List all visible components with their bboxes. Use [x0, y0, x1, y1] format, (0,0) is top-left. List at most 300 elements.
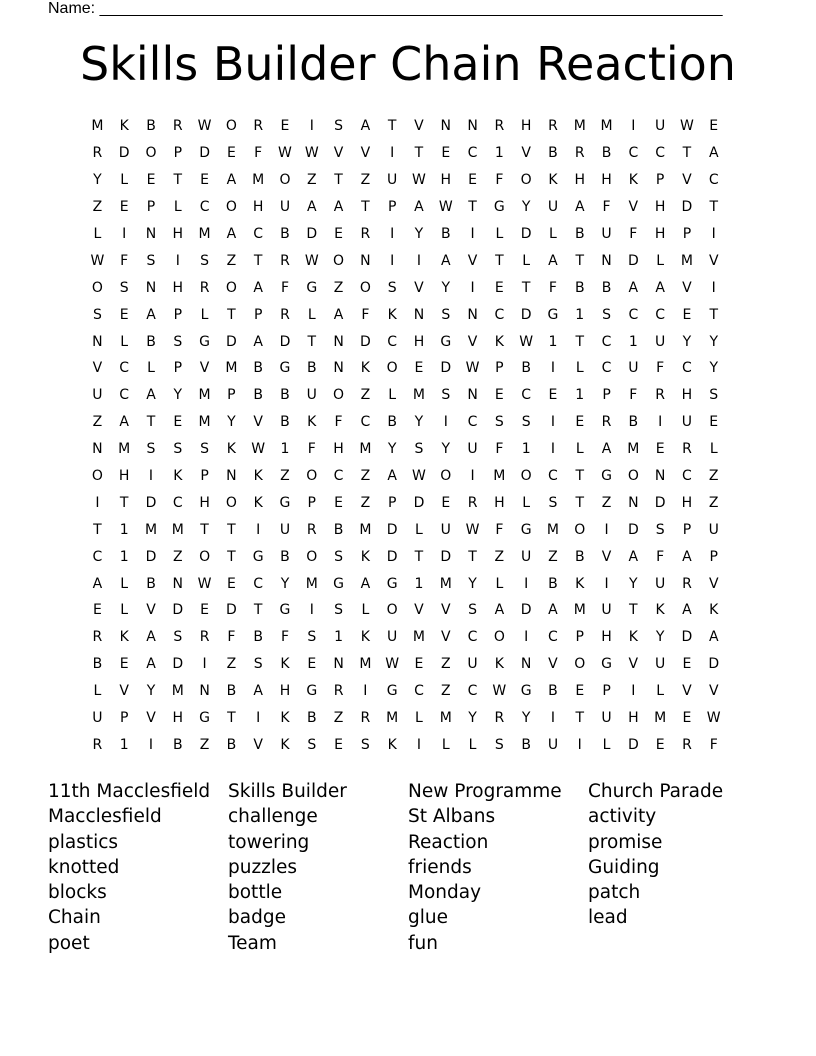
grid-letter: N	[92, 333, 103, 350]
grid-letter: L	[120, 333, 129, 350]
grid-letter: A	[628, 548, 639, 565]
grid-letter: B	[253, 629, 263, 646]
grid-letter: Y	[387, 441, 397, 458]
grid-letter: S	[387, 279, 397, 296]
grid-letter: O	[279, 172, 291, 189]
grid-letter: D	[118, 145, 130, 162]
word-list-item: towering	[228, 831, 310, 853]
grid-letter: T	[387, 118, 397, 135]
grid-letter: S	[441, 387, 451, 404]
grid-letter: F	[629, 387, 638, 404]
grid-letter: B	[306, 710, 317, 727]
grid-letter: L	[388, 387, 397, 404]
grid-letter: W	[465, 360, 480, 377]
grid-letter: L	[602, 736, 611, 753]
grid-letter: M	[252, 172, 265, 189]
grid-letter: T	[227, 306, 236, 323]
grid-letter: O	[493, 629, 505, 646]
grid-letter: U	[521, 548, 532, 565]
grid-letter: L	[120, 602, 129, 619]
grid-letter: V	[628, 199, 639, 216]
grid-letter: I	[711, 226, 716, 242]
grid-letter: F	[307, 441, 316, 458]
grid-letter: M	[91, 118, 104, 135]
grid-letter: U	[601, 710, 612, 727]
grid-letter: P	[387, 199, 397, 216]
grid-letter: T	[307, 333, 317, 350]
word-list-item: glue	[408, 907, 448, 929]
grid-letter: C	[655, 145, 666, 162]
grid-letter: W	[385, 656, 400, 673]
grid-letter: K	[253, 494, 263, 511]
grid-letter: A	[333, 199, 344, 216]
grid-letter: G	[252, 548, 264, 565]
grid-letter: W	[706, 710, 721, 727]
grid-letter: I	[711, 279, 716, 296]
grid-letter: S	[360, 736, 370, 753]
grid-letter: R	[360, 226, 371, 242]
grid-letter: F	[656, 360, 665, 377]
grid-letter: Z	[360, 494, 371, 511]
grid-letter: P	[173, 145, 183, 162]
grid-letter: H	[574, 172, 585, 189]
grid-letter: S	[173, 441, 183, 458]
grid-letter: C	[548, 468, 558, 485]
grid-letter: A	[226, 226, 237, 242]
grid-letter: T	[146, 414, 156, 431]
grid-letter: G	[520, 683, 532, 700]
grid-letter: M	[573, 602, 586, 619]
grid-letter: S	[521, 414, 531, 431]
grid-letter: S	[253, 656, 263, 673]
grid-letter: B	[253, 360, 263, 377]
grid-letter: D	[225, 333, 237, 350]
grid-letter: I	[148, 468, 154, 485]
grid-letter: F	[656, 548, 665, 565]
grid-letter: R	[253, 118, 264, 135]
grid-letter: W	[90, 252, 105, 269]
grid-letter: O	[225, 199, 237, 216]
word-column	[228, 779, 408, 956]
grid-letter: M	[198, 226, 211, 242]
grid-letter: U	[279, 521, 291, 538]
grid-letter: G	[547, 306, 559, 323]
grid-letter: N	[520, 656, 532, 673]
grid-letter: U	[92, 710, 103, 727]
grid-letter: U	[655, 333, 666, 350]
grid-letter: Z	[360, 172, 371, 189]
grid-letter: A	[708, 145, 719, 162]
grid-letter: H	[654, 226, 666, 242]
grid-letter: M	[546, 521, 559, 538]
grid-letter: B	[306, 360, 317, 377]
grid-letter: T	[575, 710, 585, 727]
grid-letter: G	[306, 683, 318, 700]
grid-letter: L	[415, 521, 423, 538]
grid-letter: T	[575, 252, 585, 269]
grid-letter: Z	[92, 199, 103, 216]
grid-letter: M	[305, 575, 318, 592]
grid-letter: E	[334, 736, 343, 753]
grid-letter: L	[575, 360, 584, 377]
grid-letter: V	[92, 360, 103, 377]
grid-letter: V	[548, 656, 558, 673]
grid-letter: K	[307, 414, 317, 431]
grid-letter: L	[522, 252, 531, 269]
grid-letter: K	[709, 602, 719, 619]
grid-letter: D	[359, 333, 371, 350]
grid-letter: R	[172, 118, 183, 135]
grid-letter: M	[600, 118, 613, 135]
grid-letter: B	[146, 333, 156, 350]
grid-letter: F	[709, 736, 718, 753]
grid-letter: C	[199, 199, 210, 216]
grid-letter: Y	[521, 710, 531, 727]
grid-letter: S	[200, 441, 210, 458]
grid-letter: Z	[333, 710, 344, 727]
grid-letter: O	[225, 279, 237, 296]
grid-letter: K	[253, 468, 263, 485]
grid-letter: U	[655, 118, 666, 135]
grid-letter: O	[520, 468, 532, 485]
grid-letter: O	[386, 602, 398, 619]
grid-letter: V	[414, 118, 424, 135]
grid-letter: F	[629, 226, 638, 242]
word-column	[408, 779, 588, 956]
grid-letter: R	[548, 118, 558, 135]
word-list-item: Chain	[48, 907, 101, 929]
grid-letter: B	[226, 683, 237, 700]
grid-letter: C	[682, 468, 692, 485]
grid-letter: U	[467, 656, 478, 673]
grid-letter: C	[119, 360, 130, 377]
grid-letter: Y	[468, 710, 477, 727]
grid-letter: R	[467, 494, 478, 511]
grid-letter: F	[227, 629, 236, 646]
grid-letter: A	[360, 575, 371, 592]
word-list-item: lead	[588, 907, 628, 929]
grid-letter: V	[682, 279, 692, 296]
grid-letter: G	[601, 468, 612, 485]
word-list-item: New Programme	[408, 781, 562, 802]
grid-letter: T	[682, 145, 692, 162]
grid-letter: H	[681, 387, 693, 404]
grid-letter: T	[575, 494, 585, 511]
grid-letter: G	[440, 333, 452, 350]
grid-letter: D	[145, 494, 157, 511]
grid-letter: V	[146, 710, 156, 727]
grid-letter: E	[494, 279, 504, 296]
grid-letter: W	[197, 118, 212, 135]
grid-letter: R	[574, 145, 585, 162]
grid-letter: N	[199, 683, 210, 700]
grid-letter: 1	[334, 629, 344, 646]
grid-letter: H	[601, 172, 612, 189]
grid-letter: A	[306, 199, 317, 216]
grid-letter: I	[309, 602, 314, 619]
grid-letter: L	[495, 226, 504, 242]
grid-letter: M	[680, 252, 693, 269]
grid-letter: U	[306, 387, 317, 404]
grid-letter: K	[119, 118, 129, 135]
grid-letter: A	[253, 279, 263, 296]
grid-letter: N	[440, 118, 451, 135]
grid-letter: L	[361, 602, 370, 619]
grid-letter: P	[227, 387, 236, 404]
grid-letter: O	[386, 360, 398, 377]
grid-letter: I	[416, 252, 422, 269]
grid-letter: S	[602, 306, 611, 323]
word-list-item: Monday	[408, 882, 482, 904]
grid-letter: Z	[494, 548, 505, 565]
grid-letter: Y	[521, 199, 531, 216]
grid-letter: C	[628, 145, 639, 162]
grid-letter: N	[172, 575, 184, 592]
grid-letter: L	[147, 360, 155, 377]
grid-letter: L	[575, 441, 584, 458]
grid-letter: E	[280, 118, 290, 135]
grid-letter: E	[494, 387, 504, 404]
grid-letter: V	[682, 172, 692, 189]
grid-letter: 1	[414, 575, 424, 592]
grid-letter: I	[604, 521, 609, 538]
grid-letter: Y	[468, 575, 477, 592]
word-column	[588, 779, 768, 956]
grid-letter: E	[334, 494, 343, 511]
grid-letter: K	[494, 656, 504, 673]
grid-letter: A	[494, 602, 505, 619]
grid-letter: 1	[628, 333, 638, 350]
grid-letter: E	[575, 414, 585, 431]
grid-letter: U	[467, 441, 478, 458]
word-list-item: plastics	[48, 831, 119, 853]
grid-letter: A	[548, 602, 558, 619]
grid-letter: L	[468, 736, 477, 753]
grid-letter: K	[360, 548, 370, 565]
grid-letter: Z	[708, 494, 719, 511]
grid-letter: V	[119, 683, 129, 700]
grid-letter: M	[198, 387, 211, 404]
grid-letter: L	[307, 306, 316, 323]
grid-letter: I	[390, 145, 395, 162]
grid-letter: L	[93, 683, 102, 700]
grid-letter: C	[682, 360, 692, 377]
grid-letter: N	[145, 226, 157, 242]
grid-letter: H	[252, 199, 264, 216]
grid-letter: U	[279, 199, 291, 216]
grid-letter: M	[171, 521, 184, 538]
grid-letter: U	[440, 521, 451, 538]
word-list-item: St Albans	[408, 806, 496, 828]
grid-letter: A	[655, 279, 665, 296]
grid-letter: V	[628, 656, 639, 673]
grid-letter: T	[575, 333, 585, 350]
grid-letter: M	[439, 710, 452, 727]
grid-letter: T	[414, 548, 424, 565]
grid-letter: B	[574, 279, 585, 296]
grid-letter: F	[495, 441, 504, 458]
grid-letter: A	[360, 118, 371, 135]
grid-letter: H	[654, 199, 666, 216]
grid-letter: A	[333, 306, 344, 323]
word-list-item: badge	[228, 907, 286, 929]
grid-letter: R	[655, 387, 665, 404]
grid-letter: N	[333, 333, 344, 350]
grid-letter: C	[467, 683, 478, 700]
grid-letter: K	[575, 575, 585, 592]
grid-letter: D	[279, 333, 291, 350]
grid-letter: 1	[119, 736, 129, 753]
grid-letter: R	[199, 629, 210, 646]
grid-letter: T	[253, 602, 263, 619]
grid-letter: U	[628, 360, 639, 377]
grid-letter: E	[119, 199, 129, 216]
grid-letter: F	[254, 145, 263, 162]
grid-letter: K	[628, 629, 638, 646]
grid-letter: F	[280, 279, 289, 296]
grid-letter: N	[413, 306, 425, 323]
grid-letter: C	[172, 494, 183, 511]
grid-letter: L	[549, 226, 557, 242]
grid-letter: C	[360, 414, 371, 431]
grid-letter: K	[494, 333, 504, 350]
word-list-item: Skills Builder	[228, 781, 347, 802]
grid-letter: F	[361, 306, 370, 323]
grid-letter: M	[386, 710, 399, 727]
grid-letter: O	[199, 548, 211, 565]
word-list-item: poet	[48, 932, 90, 954]
grid-letter: I	[470, 468, 475, 485]
grid-letter: M	[118, 441, 131, 458]
grid-letter: U	[708, 521, 719, 538]
grid-letter: C	[601, 360, 612, 377]
grid-letter: L	[120, 575, 129, 592]
grid-letter: O	[627, 468, 639, 485]
grid-letter: O	[333, 252, 345, 269]
grid-letter: C	[467, 629, 478, 646]
grid-letter: S	[494, 736, 504, 753]
grid-letter: I	[256, 521, 261, 538]
grid-letter: P	[119, 710, 129, 727]
grid-letter: O	[91, 468, 103, 485]
grid-letter: Z	[226, 656, 237, 673]
grid-letter: I	[175, 252, 180, 269]
grid-letter: K	[119, 629, 129, 646]
grid-letter: E	[119, 306, 129, 323]
grid-letter: M	[225, 360, 238, 377]
grid-letter: I	[524, 629, 529, 646]
grid-letter: B	[146, 118, 156, 135]
grid-letter: O	[306, 468, 318, 485]
grid-letter: Y	[93, 172, 102, 189]
grid-letter: W	[304, 145, 319, 162]
grid-letter: B	[440, 226, 451, 242]
grid-letter: O	[520, 172, 532, 189]
grid-letter: O	[306, 548, 318, 565]
grid-letter: D	[681, 629, 693, 646]
grid-letter: A	[253, 333, 263, 350]
grid-letter: V	[333, 145, 344, 162]
grid-letter: T	[709, 199, 718, 216]
grid-letter: H	[333, 441, 344, 458]
grid-letter: S	[200, 252, 210, 269]
grid-letter: C	[92, 548, 103, 565]
grid-letter: D	[627, 252, 639, 269]
grid-letter: B	[280, 548, 290, 565]
grid-letter: D	[172, 602, 184, 619]
grid-letter: D	[520, 306, 532, 323]
grid-letter: 1	[575, 387, 585, 404]
grid-letter: I	[470, 279, 475, 296]
grid-letter: A	[146, 306, 156, 323]
grid-letter: I	[550, 710, 556, 727]
grid-letter: T	[119, 494, 129, 511]
grid-letter: B	[574, 226, 585, 242]
grid-letter: M	[144, 521, 158, 538]
grid-letter: T	[468, 548, 477, 565]
grid-letter: Z	[360, 468, 371, 485]
word-list-item: knotted	[48, 856, 120, 878]
grid-letter: K	[360, 360, 370, 377]
grid-letter: D	[681, 199, 693, 216]
grid-letter: I	[524, 575, 529, 592]
grid-letter: O	[359, 279, 371, 296]
grid-letter: L	[200, 306, 209, 323]
grid-letter: I	[148, 736, 154, 753]
grid-letter: Y	[227, 414, 236, 431]
grid-letter: V	[708, 683, 719, 700]
word-column	[48, 779, 228, 956]
grid-letter: I	[443, 414, 448, 431]
grid-letter: M	[412, 387, 425, 404]
grid-letter: O	[574, 656, 586, 673]
word-list-item: Team	[228, 932, 277, 954]
grid-letter: G	[386, 683, 398, 700]
grid-letter: Z	[440, 656, 451, 673]
grid-letter: N	[92, 441, 103, 458]
grid-letter: C	[387, 333, 398, 350]
grid-letter: E	[226, 145, 236, 162]
grid-letter: A	[119, 414, 129, 431]
grid-letter: M	[359, 441, 372, 458]
grid-letter: A	[253, 683, 263, 700]
word-list-item: patch	[588, 882, 641, 904]
grid-letter: C	[414, 683, 424, 700]
grid-letter: A	[440, 252, 451, 269]
grid-letter: A	[92, 575, 103, 592]
grid-letter: A	[146, 387, 156, 404]
grid-letter: P	[173, 360, 183, 377]
grid-letter: U	[681, 414, 693, 431]
grid-letter: R	[199, 279, 210, 296]
grid-letter: V	[708, 575, 719, 592]
grid-letter: A	[601, 441, 612, 458]
grid-letter: M	[493, 468, 506, 485]
grid-letter: F	[120, 252, 129, 269]
grid-letter: K	[548, 172, 558, 189]
grid-letter: G	[306, 279, 318, 296]
grid-letter: C	[494, 306, 505, 323]
grid-letter: A	[387, 468, 397, 485]
grid-letter: O	[440, 468, 452, 485]
grid-letter: S	[146, 441, 156, 458]
grid-letter: R	[280, 252, 290, 269]
grid-letter: B	[92, 656, 103, 673]
grid-letter: A	[574, 199, 585, 216]
grid-letter: D	[413, 494, 425, 511]
grid-letter: U	[601, 226, 612, 242]
grid-letter: R	[682, 441, 692, 458]
